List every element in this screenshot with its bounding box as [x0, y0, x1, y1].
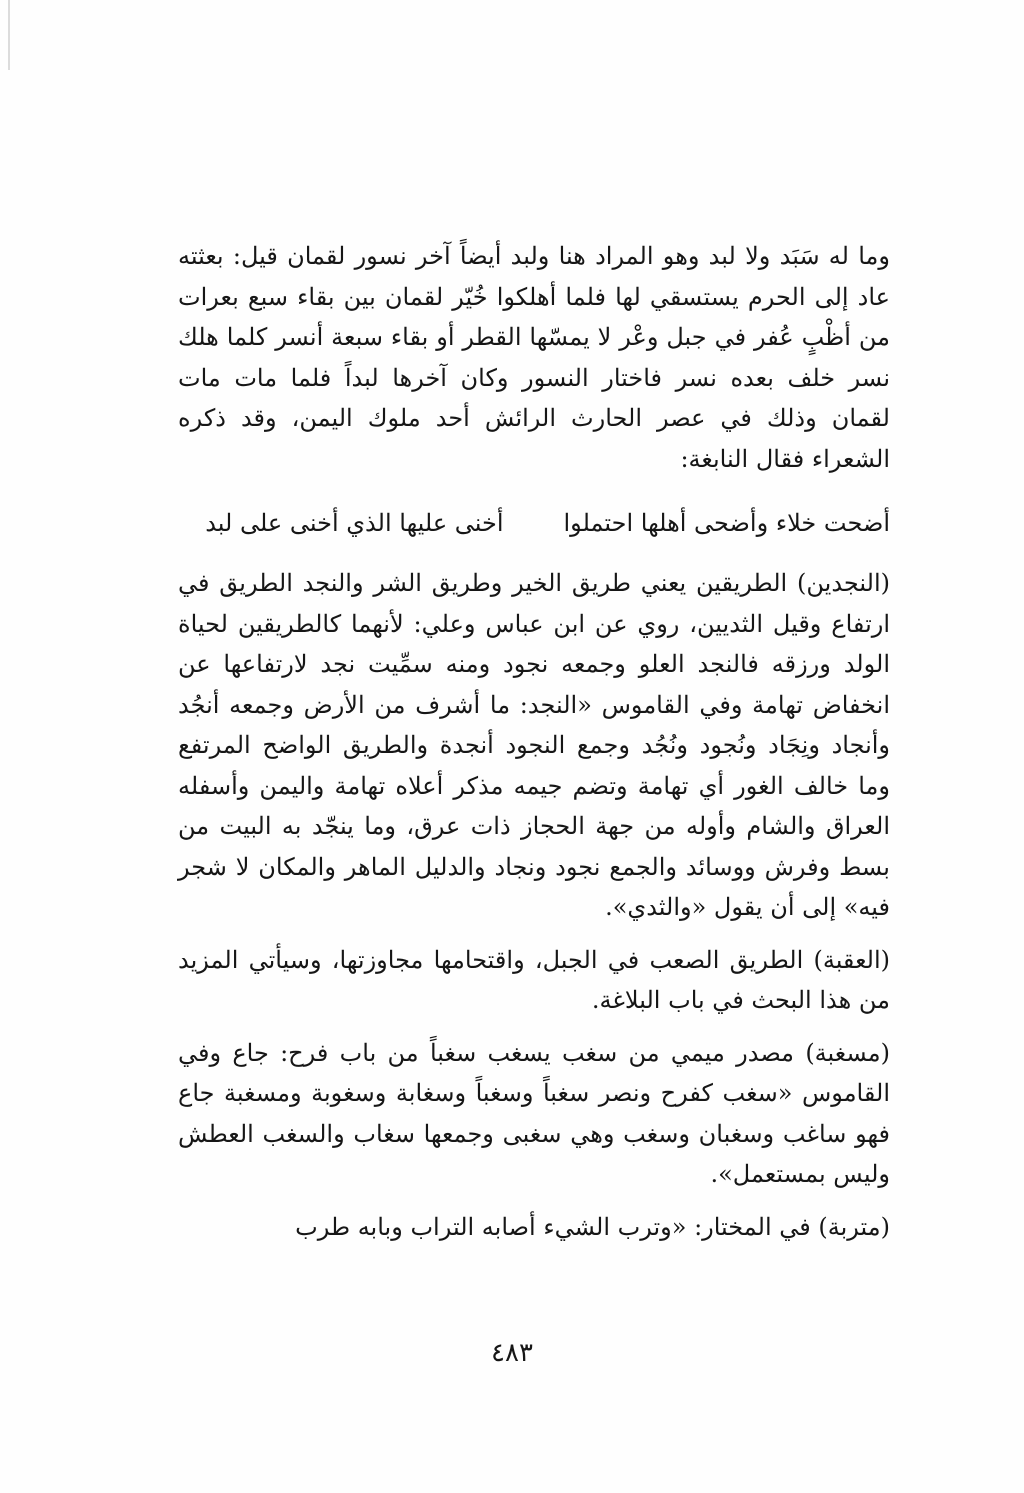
verse-first-hemistich: أضحت خلاء وأضحى أهلها احتملوا: [563, 509, 890, 537]
page-number: ٤٨٣: [491, 1338, 533, 1368]
paragraph-masghaba: (مسغبة) مصدر ميمي من سغب يسغب سغباً من باب فرح: جاع وفي القاموس «سغب كفرح ونصر سغباً وسغباً وسغابة وسغوبة ومسغبة جاع فهو ساغب وسغبان وسغب وهي سغبى وجمعها سغاب والسغب العطش وليس بمستعمل».: [178, 1038, 890, 1188]
body-text: [178, 236, 890, 1247]
paragraph-matraba: (متربة) في المختار: «وترب الشيء أصابه التراب وبابه طرب: [295, 1212, 890, 1241]
scan-edge: [8, 0, 10, 70]
paragraph-lubad: وما له سَبَد ولا لبد وهو المراد هنا ولبد أيضاً آخر نسور لقمان قيل: بعثته عاد إلى الحرم يستسقي لها فلما أهلكوا خُيّر لقمان بين بقاء سبع بعرات من أظْبٍ عُفر في جبل وعْر لا يمسّها القطر أو بقاء سبعة أنسر كلما هلك نسر خلف بعده نسر فاختار النسور وكان آخرها لبداً فلما مات مات لقمان وذلك في عصر الحارث الرائش أحد ملوك اليمن، وقد ذكره الشعراء فقال النابغة:: [178, 242, 891, 473]
paragraph-najdayn: (النجدين) الطريقين يعني طريق الخير وطريق الشر والنجد الطريق في ارتفاع وقيل الثديين، روي عن ابن عباس وعلي: لأنهما كالطريقين لحياة الولد ورزقه فالنجد العلو وجمعه نجود ومنه سمِّيت نجد لارتفاعها عن انخفاض تهامة وفي القاموس «النجد: ما أشرف من الأرض وجمعه أنجُد وأنجاد ونِجَاد ونُجود ونُجُد وجمع النجود أنجدة والطريق الواضح المرتفع وما خالف الغور أي تهامة وتضم جيمه مذكر أعلاه تهامة واليمن وأسفله العراق والشام وأوله من جهة الحجاز ذات عرق، وما ينجّد به البيت من بسط وفرش ووسائد والجمع نجود ونجاد والدليل الماهر والمكان لا شجر فيه» إلى أن يقول «والثدي».: [178, 569, 890, 921]
paragraph-aqaba: (العقبة) الطريق الصعب في الجبل، واقتحامها مجاوزتها، وسيأتي المزيد من هذا البحث في باب البلاغة.: [178, 945, 890, 1014]
poetry-verse: [178, 503, 890, 543]
verse-second-hemistich: أخنى عليها الذي أخنى على لبد: [205, 509, 504, 537]
